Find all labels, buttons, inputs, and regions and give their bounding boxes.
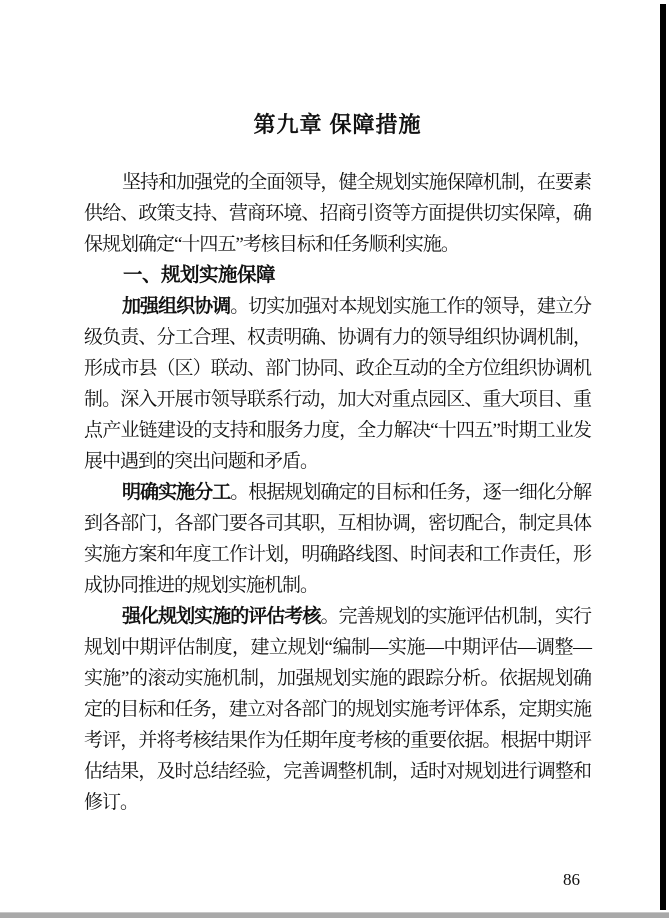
section-heading: 一、规划实施保障 <box>123 264 276 286</box>
chapter-title: 第九章 保障措施 <box>253 112 422 137</box>
page-number: 86 <box>563 870 580 889</box>
scan-edge-right-bar <box>660 4 666 910</box>
paragraph-implementation-division <box>84 477 591 601</box>
paragraph-evaluation-assessment <box>84 601 591 818</box>
page-content <box>84 112 591 818</box>
intro-paragraph: 坚持和加强党的全面领导，健全规划实施保障机制，在要素供给、政策支持、营商环境、招商引资等方面提供切实保障，确保规划确定“十四五”考核目标和任务顺利实施。 <box>84 172 591 255</box>
paragraph-organization-coordination <box>84 291 591 477</box>
paragraph-lead: 加强组织协调 <box>122 296 231 317</box>
paragraph-body: 。根据规划确定的目标和任务，逐一细化分解到各部门，各部门要各司其职，互相协调，密切配合，制定具体实施方案和年度工作计划，明确路线图、时间表和工作责任，形成协同推进的规划实施机制。 <box>84 482 591 596</box>
paragraph-lead: 明确实施分工 <box>122 482 231 503</box>
paragraph-lead: 强化规划实施的评估考核 <box>122 606 321 627</box>
paragraph-body: 。完善规划的实施评估机制，实行规划中期评估制度，建立规划“编制—实施—中期评估—调整—实施”的滚动实施机制，加强规划实施的跟踪分析。依据规划确定的目标和任务，建立对各部门的规划实施考评体系，定期实施考评，并将考核结果作为任期年度考核的重要依据。根据中期评估结果，及时总结经验，完善调整机制，适时对规划进行调整和修订。 <box>84 606 591 813</box>
scan-edge-bottom-bar <box>0 912 669 918</box>
paragraph-body: 。切实加强对本规划实施工作的领导，建立分级负责、分工合理、权责明确、协调有力的领导组织协调机制，形成市县（区）联动、部门协同、政企互动的全方位组织协调机制。深入开展市领导联系行动，加大对重点园区、重大项目、重点产业链建设的支持和服务力度，全力解决“十四五”时期工业发展中遇到的突出问题和矛盾。 <box>84 296 591 472</box>
